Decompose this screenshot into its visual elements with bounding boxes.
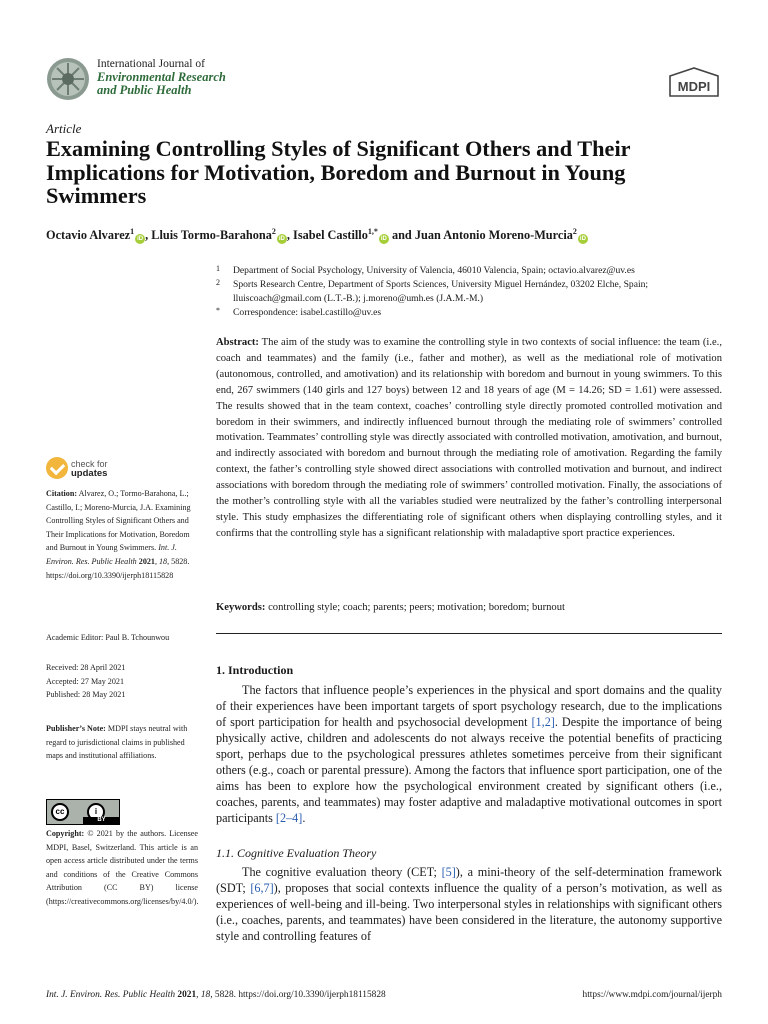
p1-text: The factors that influence people’s experiences in the physical and sport domains and the quality of their experiences have been important targets of sport psychology research, due to the implications of sport participation for health and psychosocial development <box>216 683 722 729</box>
footer-citation: Int. J. Environ. Res. Public Health 2021, 18, 5828. https://doi.org/10.3390/ijerph18115828 <box>46 990 386 1000</box>
publisher-note-text: MDPI stays neutral with regard to jurisdictional claims in published maps and institutional affiliations. <box>46 724 188 761</box>
updates-line2: updates <box>71 468 108 479</box>
keywords-label: Keywords: <box>216 602 266 613</box>
p1-end: . <box>302 811 306 825</box>
affiliation-list <box>216 264 726 320</box>
copyright-block <box>46 827 198 909</box>
received-date: Received: 28 April 2021 <box>46 663 126 672</box>
affiliation-text: Department of Social Psychology, University of Valencia, 46010 Valencia, Spain; octavio.alvarez@uv.es <box>233 265 635 276</box>
article-type-label: Article <box>46 121 82 136</box>
author-affiliation-mark: 1 <box>130 227 135 236</box>
footer-volume: 18 <box>200 990 211 1000</box>
author-name[interactable]: Juan Antonio Moreno-Murcia <box>414 228 573 243</box>
accepted-date: Accepted: 27 May 2021 <box>46 676 124 686</box>
citation-label: Citation: <box>46 489 78 498</box>
cc-icon: cc <box>51 803 69 821</box>
orcid-icon[interactable]: iD <box>278 236 285 243</box>
journal-logo-icon <box>46 57 90 101</box>
abstract-text: The aim of the study was to examine the controlling style in two contexts of social influence: the team (i.e., coach and teammates) and the family (i.e., father and mother), as well as the mediational role of motivation (autonomous, controlled, and amotivation) and its relationship with boredom and burnout in young swimmers. To this end, 267 swimmers (140 girls and 127 boys) between 12 and 18 years of age (M = 14.26; SD = 1.61) were assessed. The results showed that in the team context, coaches’ controlling style directly promoted controlled motivation and boredom in their swimmers, and indirectly influenced burnout through the mediating role of swimmers’ controlled motivation. Teammates’ controlling style was directly associated with controlled motivation, amotivation, and burnout, and indirectly associated with boredom and burnout through the mediating role of amotivation. Regarding the family context, the father’s controlling style showed direct associations with controlled motivation and burnout, and indirect associations with boredom through the mediating role of swimmers’ controlled motivation. Finally, the associations of the mother’s controlling style with all the variables studied were neutralized by the father’s controlling interpersonal style. This study emphasizes the differentiating role of significant others when displaying controlling styles, and it confirms that the controlling style has a significant relationship with maladaptive sport practice experiences. <box>216 337 722 539</box>
intro-paragraph <box>216 682 722 826</box>
footer-doi[interactable]: , 5828. https://doi.org/10.3390/ijerph18115828 <box>210 990 386 1000</box>
affiliation-text: Sports Research Centre, Department of Sports Sciences, University Miguel Hernández, 03202 Elche, Spain; lluiscoach@gmail.com (L.T.-B.); j.moreno@umh.es (J.A.M.-M.) <box>233 279 649 304</box>
author-affiliation-mark: 2 <box>271 227 276 236</box>
orcid-icon[interactable]: iD <box>380 236 387 243</box>
publisher-note-label: Publisher’s Note: <box>46 724 106 733</box>
author-separator: and <box>388 228 415 243</box>
affiliation-text: Correspondence: isabel.castillo@uv.es <box>233 307 382 318</box>
check-for-updates-badge[interactable] <box>46 456 146 482</box>
copyright-text: © 2021 by the authors. Licensee MDPI, Basel, Switzerland. This article is an open access article distributed under the terms and conditions of the Creative Commons Attribution (CC BY) license (https://creativecommons.org/licenses/by/4.0/). <box>46 829 199 906</box>
check-icon <box>46 457 68 479</box>
keywords <box>216 602 722 613</box>
citation-block: Citation: Alvarez, O.; Tormo-Barahona, L.; Castillo, I.; Moreno-Murcia, J.A. Examining Controlling Styles of Significant Others and Their Implications for Motivation, Boredom and Burnout in Young Swimmers. Int. J. Environ. Res. Public Health 2021, 18, 5828. https://doi.org/10.3390/ijerph18115828 <box>46 489 191 580</box>
affiliation-item <box>216 264 726 278</box>
author-separator: , <box>145 228 152 243</box>
p2-text: The cognitive evaluation theory (CET; <box>242 865 442 879</box>
affiliation-mark: * <box>216 306 220 315</box>
reference-link[interactable]: [5] <box>441 865 456 879</box>
journal-header <box>46 54 722 104</box>
cet-paragraph <box>216 864 722 944</box>
subsection-heading-cet: 1.1. Cognitive Evaluation Theory <box>216 846 377 860</box>
affiliation-item <box>216 278 726 306</box>
academic-editor: Academic Editor: Paul B. Tchounwou <box>46 633 170 642</box>
publisher-note <box>46 722 198 763</box>
published-date: Published: 28 May 2021 <box>46 690 126 700</box>
abstract <box>216 335 722 542</box>
cc-by-license-icon[interactable] <box>46 799 120 825</box>
attribution-icon: i <box>87 803 105 821</box>
journal-name-line3: and Public Health <box>97 83 192 97</box>
abstract-label: Abstract: <box>216 337 259 348</box>
keywords-text: controlling style; coach; parents; peers; motivation; boredom; burnout <box>268 602 565 613</box>
author-separator: , <box>286 228 294 243</box>
author-name[interactable]: Lluis Tormo-Barahona <box>151 228 272 243</box>
p1-text-2: . Despite the importance of being physically active, children and adolescents do not always receive the potential benefits of practicing sport, perhaps due to the psychological pressures athletes sometimes perceive from their significant others (e.g., coach or parental pressure). Among the factors that influence sport participation, one of the aims has been to explore how the psychological environment created by significant others (i.e., coaches, parents, and teammates) may foster adaptive and maladaptive motivational outcomes in sport participants <box>216 715 723 825</box>
journal-name-line2: Environmental Research <box>97 70 226 84</box>
footer-journal: Int. J. Environ. Res. Public Health <box>46 990 176 1000</box>
citation-journal: Int. J. Environ. Res. Public Health <box>46 543 177 566</box>
publication-dates <box>46 661 198 702</box>
section-heading-introduction: 1. Introduction <box>216 663 294 677</box>
affiliation-mark: 2 <box>216 278 220 287</box>
affiliation-item <box>216 306 726 320</box>
reference-link[interactable]: [6,7] <box>250 881 274 895</box>
author-affiliation-mark: 2 <box>572 227 577 236</box>
citation-year: 2021 <box>138 556 155 566</box>
orcid-icon[interactable]: iD <box>579 236 586 243</box>
footer-url[interactable]: https://www.mdpi.com/journal/ijerph <box>582 990 722 1000</box>
article-title: Examining Controlling Styles of Significant Others and Their Implications for Motivation, Boredom and Burnout in Young Swimmers <box>46 136 631 208</box>
abstract-divider <box>216 633 722 634</box>
mdpi-logo-icon <box>666 66 722 100</box>
mdpi-logo-text: MDPI <box>677 79 711 94</box>
citation-doi[interactable]: , 5828. https://doi.org/10.3390/ijerph18115828 <box>46 556 190 580</box>
citation-text: Alvarez, O.; Tormo-Barahona, L.; Castillo, I.; Moreno-Murcia, J.A. Examining Controlling Styles of Significant Others and Their Implications for Motivation, Boredom and Burnout in Young Swimmers. <box>46 489 191 553</box>
author-list <box>46 227 726 244</box>
reference-link[interactable]: [1,2] <box>531 715 555 729</box>
citation-volume: 18 <box>159 556 168 566</box>
p2-text-2: ), a mini-theory of the self-determination framework (SDT; <box>216 865 722 895</box>
footer-year: 2021 <box>177 990 197 1000</box>
affiliation-mark: 1 <box>216 264 220 273</box>
p2-text-3: ), proposes that social contexts influence the quality of a person’s motivation, as well as experiences of well-being and ill-being. Two interpersonal styles in relationships with significant others (i.e., coaches, parents, and teammates) have been considered in the literature, the autonomy supportive style and controlling features of <box>216 881 723 943</box>
reference-link[interactable]: [2–4] <box>275 811 303 825</box>
author-affiliation-mark: 1,* <box>367 227 378 236</box>
author-name[interactable]: Octavio Alvarez <box>46 228 131 243</box>
author-name[interactable]: Isabel Castillo <box>293 228 368 243</box>
updates-line1: check for <box>71 459 108 469</box>
orcid-icon[interactable]: iD <box>137 236 144 243</box>
copyright-label: Copyright: <box>46 829 85 838</box>
cc-by-label: BY <box>83 817 120 824</box>
journal-name-line1: International Journal of <box>97 58 205 70</box>
